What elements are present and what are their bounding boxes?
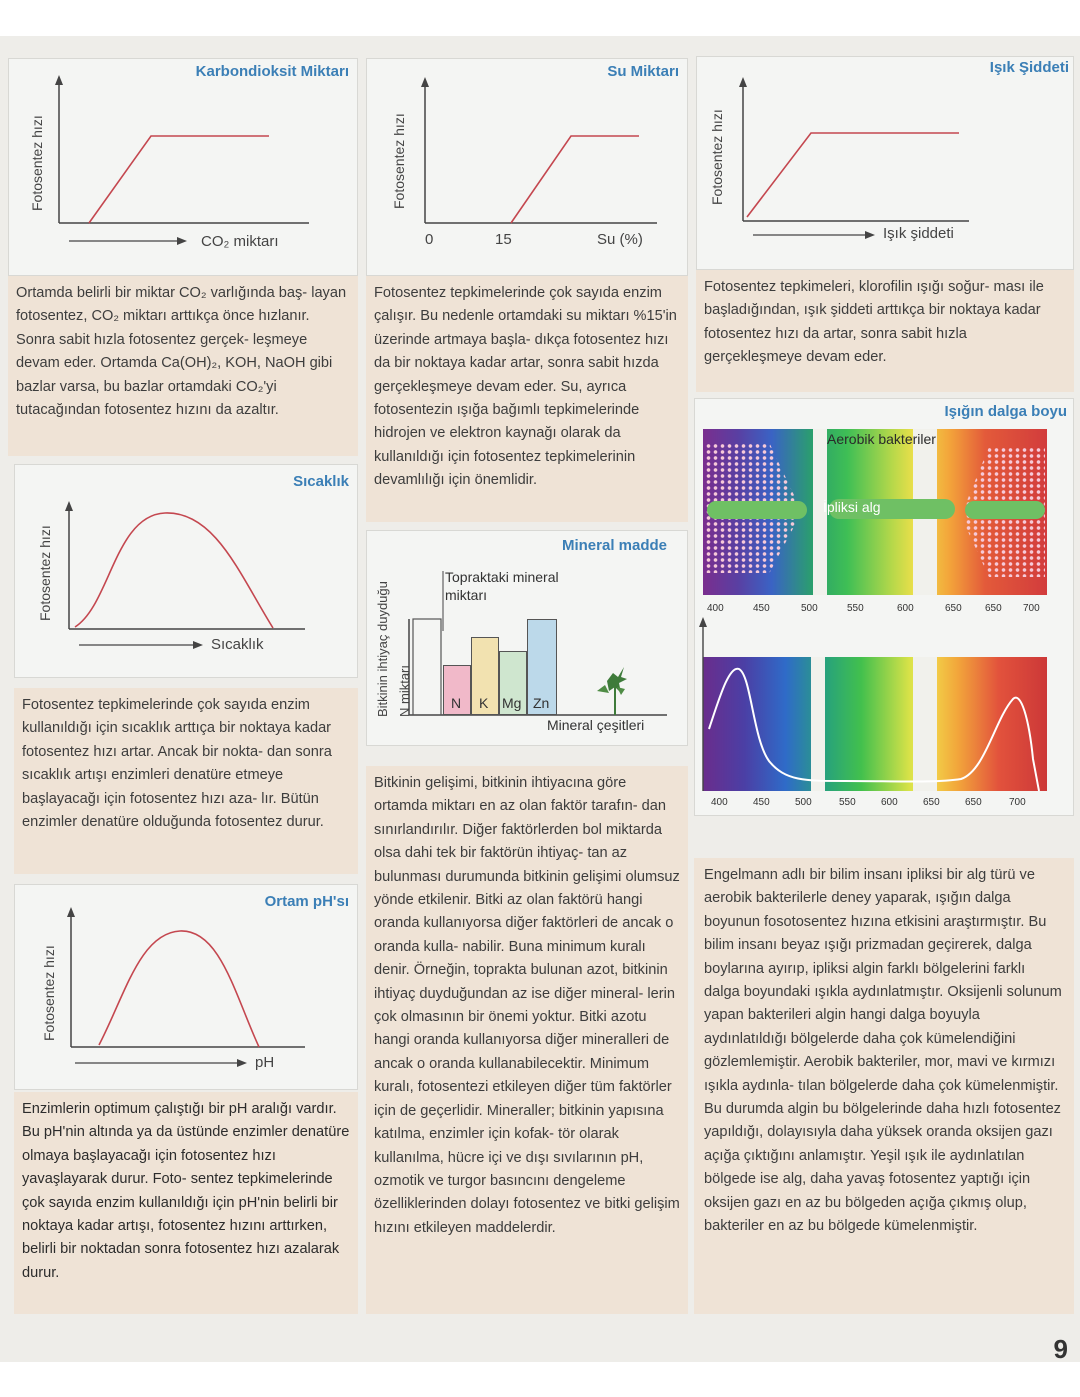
dalga-tick-top-7: 700 xyxy=(1023,603,1040,614)
co2-figure xyxy=(8,58,358,276)
sicaklik-title: Sıcaklık xyxy=(293,473,349,490)
mineral-xlabel: Mineral çeşitleri xyxy=(547,717,645,733)
dalga-title: Işığın dalga boyu xyxy=(944,403,1067,420)
mineral-bar-label-zn: Zn xyxy=(533,695,550,711)
sicaklik-chart xyxy=(15,465,359,679)
isik-text: Fotosentez tepkimeleri, klorofilin ışığı soğur- ması ile başladığından, ışık şiddeti arttıkça bir noktaya kadar fotosentez hızı da artar, sonra sabit hızla gerçekleşmeye devam eder. xyxy=(696,270,1074,392)
ph-chart xyxy=(15,885,359,1091)
mineral-figure xyxy=(366,530,688,746)
mineral-bar-label-mg: Mg xyxy=(502,695,522,711)
sicaklik-ylabel: Fotosentez hızı xyxy=(37,525,53,621)
dalga-tick-top-1: 450 xyxy=(753,603,770,614)
ph-text: Enzimlerin optimum çalıştığı bir pH aralığı vardır. Bu pH'nin altında ya da üstünde enzimler denatüre olmaya başlayacağı için fotosentez hızı yavaşlayarak durur. Foto- sentez tepkimelerinde çok sayıda enzim kullanıldığı için pH'nin belirli bir noktaya kadar artışı, fotosentez hızını arttırken, belirli bir noktadan sonra fotosentez hızı azalarak durur. xyxy=(14,1092,358,1314)
mineral-total-bar xyxy=(413,619,441,715)
mineral-title: Mineral madde xyxy=(561,537,667,554)
ph-curve xyxy=(99,931,259,1047)
dalga-figure xyxy=(694,398,1074,816)
co2-title: Karbondioksit Miktarı xyxy=(195,63,349,80)
sicaklik-text: Fotosentez tepkimelerinde çok sayıda enzim kullanıldığı için sıcaklık arttıça bir noktaya kadar fotosentez hızı artar. Ancak bir nokta- dan sonra sıcaklık artışı enzimleri denatüre etmeye başlayacağı için fotosentez hızı aza- lır. Bütün enzimler denatüre olduğunda fotosentez durur. xyxy=(14,688,358,874)
page-number: 9 xyxy=(1053,1334,1068,1364)
sicaklik-figure xyxy=(14,464,358,678)
dalga-absorption-curve xyxy=(709,669,1039,791)
co2-text: Ortamda belirli bir miktar CO₂ varlığında baş- layan fotosentez, CO₂ miktarı arttıkça önce hızlanır. Sonra sabit hızla fotosentez gerçek- leşmeye devam eder. Ortamda Ca(OH)₂, KOH, NaOH gibi bazlar varsa, bu bazlar ortamdaki CO₂'yi tutacağından fotosentez hızını da azaltır. xyxy=(8,276,358,456)
mineral-bar-label-k: K xyxy=(479,695,489,711)
dalga-tick-bottom-5: 650 xyxy=(923,797,940,808)
dalga-tick-top-5: 650 xyxy=(945,603,962,614)
mineral-text: Bitkinin gelişimi, bitkinin ihtiyacına göre ortamda miktarı en az olan faktör tarafın- dan sınırlandırılır. Diğer faktörlerden bol miktarda olsa dahi tek bir faktörün ihtiyaç- tan az bulunması durumunda bitkinin gelişimi olumsuz yönde etkilenir. Bitki az olan faktörü hangi oranda kullanıyorsa diğer faktörleri de ancak o oranda kulla- nabilir. Buna minimum kuralı denir. Örneğin, toprakta bulunan azot, bitkinin ihtiyaç duyduğundan az ise diğer mineral- lerin çok olmasının bir önemi yoktur. Bitki azotu hangi oranda kullanıyorsa diğer mineralleri de ancak o oranda kullanabilecektir. Minimum kuralı, fotosentezi etkileyen diğer tüm faktörler için de geçerlidir. Mineraller; bitkinin yapısına katılma, enzimler için kofak- tör olarak kullanılma, hücre içi ve dışı sıvılarının pH, ozmotik ve turgor basıncını dengeleme özelliklerinden dolayı fotosentez ve bitki gelişim hızını etkileyen maddelerdir. xyxy=(366,766,688,1314)
dalga-label-bacteria: Aerobik bakteriler xyxy=(827,431,936,447)
isik-xlabel: Işık şiddeti xyxy=(883,225,954,242)
dalga-tick-top-6: 650 xyxy=(985,603,1002,614)
mineral-note-2: miktarı xyxy=(445,587,487,603)
dalga-tick-bottom-6: 650 xyxy=(965,797,982,808)
co2-curve xyxy=(89,136,269,223)
dalga-tick-bottom-2: 500 xyxy=(795,797,812,808)
isik-ylabel: Fotosentez hızı xyxy=(709,109,725,205)
su-title: Su Miktarı xyxy=(607,63,679,80)
isik-title: Işık Şiddeti xyxy=(989,59,1069,76)
dalga-tick-top-0: 400 xyxy=(707,603,724,614)
su-xlabel: Su (%) xyxy=(597,231,643,248)
sicaklik-curve xyxy=(75,513,273,628)
page-top-margin xyxy=(0,0,1080,36)
sicaklik-xlabel: Sıcaklık xyxy=(211,636,264,653)
ph-title: Ortam pH'sı xyxy=(264,893,349,910)
ph-xlabel: pH xyxy=(255,1054,275,1071)
co2-ylabel: Fotosentez hızı xyxy=(29,115,45,211)
dalga-label-alga: İpliksi alg xyxy=(823,499,881,515)
dalga-tick-bottom-1: 450 xyxy=(753,797,770,808)
dalga-tick-top-3: 550 xyxy=(847,603,864,614)
mineral-bar-label-n: N xyxy=(451,695,462,711)
su-ylabel: Fotosentez hızı xyxy=(391,113,407,209)
dalga-tick-bottom-0: 400 xyxy=(711,797,728,808)
co2-chart xyxy=(9,59,359,277)
dalga-text: Engelmann adlı bir bilim insanı ipliksi bir alg türü ve aerobik bakterilerle deney yaparak, ışığın dalga boyunun fosotosentez hızına etkisini araştırmıştır. Bu bilim insanı beyaz ışığı prizmadan geçirerek, dalga boylarına ayırıp, ipliksi algin farklı bölgelerini farklı dalga boyundaki ışıkla aydınlatmıştır. Oksijenli solunum yapan bakterileri algin hangi dalga boyuyla aydınlatıldığı bölgelerde daha çok kümelendiğini gözlemlemiştir. Aerobik bakteriler, mor, mavi ve kırmızı ışıkla aydınla- tılan bölgelerde daha çok kümelenmiştir. Bu durumda algin bu bölgelerinde daha hızlı fotosentez yapıldığı, dolayısıyla daha yüksek oranda oksijen gazı açığa çıktığını anlamıştır. Yeşil ışık ile aydınlatılan bölgede ise alg, daha yavaş fotosentez yaptığı için oksijen gazı en az bu bölgeden açığa çıkmış olup, bakteriler en az bu bölgede kümelenmiştir. xyxy=(694,858,1074,1314)
mineral-note-1: Topraktaki mineral xyxy=(445,569,559,585)
dalga-chart xyxy=(695,399,1075,817)
dalga-tick-top-4: 600 xyxy=(897,603,914,614)
isik-curve xyxy=(747,133,959,217)
su-tick-0: 0 xyxy=(425,231,434,248)
ph-figure xyxy=(14,884,358,1090)
mineral-ylabel-1: Bitkinin ihtiyaç duyduğu xyxy=(375,581,390,717)
su-figure xyxy=(366,58,688,276)
dalga-tick-top-2: 500 xyxy=(801,603,818,614)
su-text: Fotosentez tepkimelerinde çok sayıda enzim çalışır. Bu nedenle ortamdaki su miktarı %15'in üzerinde artmaya başla- dıkça fotosentez hızı da bir noktaya kadar artar, sonra sabit hızda gerçekleşmeye devam eder. Su, ayrıca fotosentezin ışığa bağımlı tepkimelerinde hidrojen ve elektron kaynağı olarak da kullanıldığı için fotosentez tepkimelerinin devamlılığı için önemlidir. xyxy=(366,276,688,522)
ph-ylabel: Fotosentez hızı xyxy=(41,945,57,1041)
mineral-ylabel-2: N miktarı xyxy=(397,665,412,717)
isik-figure xyxy=(696,56,1074,270)
su-curve xyxy=(511,136,639,223)
dalga-tick-bottom-4: 600 xyxy=(881,797,898,808)
dalga-tick-bottom-7: 700 xyxy=(1009,797,1026,808)
su-tick-15: 15 xyxy=(495,231,512,248)
page-bottom-margin xyxy=(0,1362,1080,1397)
co2-xlabel: CO₂ miktarı xyxy=(201,233,279,250)
dalga-tick-bottom-3: 550 xyxy=(839,797,856,808)
